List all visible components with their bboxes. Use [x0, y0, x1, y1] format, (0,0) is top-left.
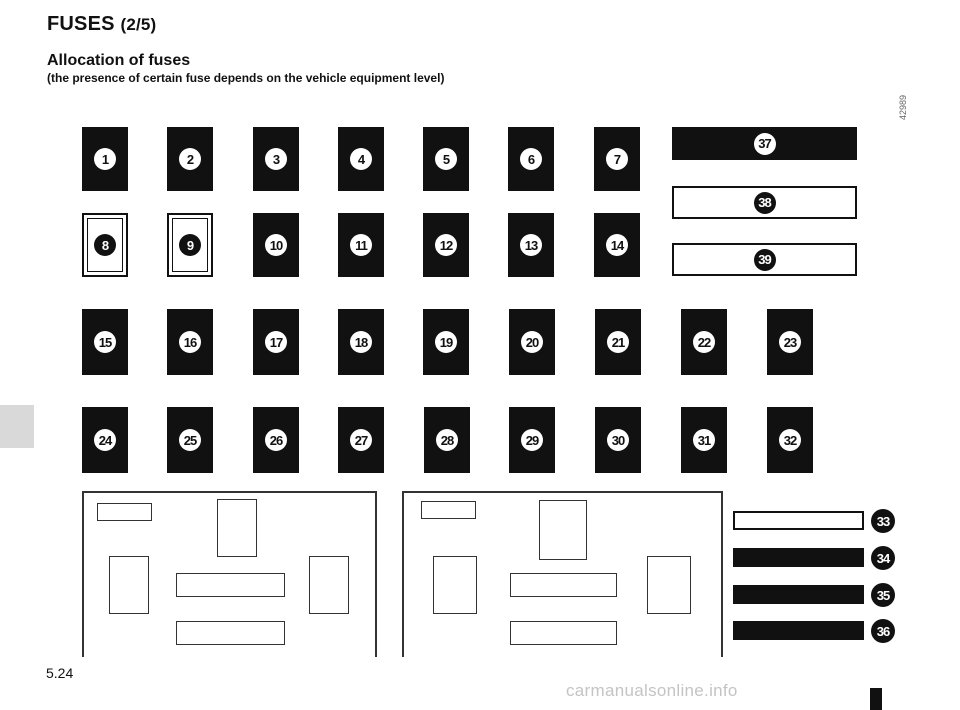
page-number: 5.24: [46, 665, 74, 681]
fuse-number: 6: [520, 148, 542, 170]
relay-slot: [176, 573, 285, 597]
fuse-5: [423, 127, 469, 191]
fuse-10: [253, 213, 299, 277]
fuse-number: 17: [265, 331, 287, 353]
relay-housing-left: [82, 491, 377, 657]
fuse-number: 1: [94, 148, 116, 170]
fuse-number: 2: [179, 148, 201, 170]
fuse-19: [423, 309, 469, 375]
fuse-number: 13: [520, 234, 542, 256]
fuse-number: 12: [435, 234, 457, 256]
fuse-number: 26: [265, 429, 287, 451]
relay-slot: [97, 503, 152, 521]
fuse-4: [338, 127, 384, 191]
fuse-25: [167, 407, 213, 473]
fuse-8: [82, 213, 128, 277]
relay-slot: [421, 501, 476, 519]
fuse-number: 30: [607, 429, 629, 451]
fuse-37: [672, 127, 857, 160]
fuse-26: [253, 407, 299, 473]
relay-slot: [647, 556, 691, 614]
fuse-number: 39: [754, 249, 776, 271]
fuse-27: [338, 407, 384, 473]
fuse-31: [681, 407, 727, 473]
fuse-16: [167, 309, 213, 375]
fuse-22: [681, 309, 727, 375]
relay-slot: [109, 556, 149, 614]
fuse-number: 20: [521, 331, 543, 353]
fuse-number: 22: [693, 331, 715, 353]
fuse-number: 16: [179, 331, 201, 353]
fuse-number: 19: [435, 331, 457, 353]
relay-slot: [309, 556, 349, 614]
fuse-number: 21: [607, 331, 629, 353]
fuse-number: 23: [779, 331, 801, 353]
fuse-32: [767, 407, 813, 473]
fuse-38: [672, 186, 857, 219]
fuse-number: 15: [94, 331, 116, 353]
fuse-number: 18: [350, 331, 372, 353]
fuse-3: [253, 127, 299, 191]
fuse-13: [508, 213, 554, 277]
relay-slot: [433, 556, 477, 614]
fuse-number: 9: [179, 234, 201, 256]
relay-slot: [176, 621, 285, 645]
section-subtitle: Allocation of fuses: [47, 52, 191, 69]
fuse-20: [509, 309, 555, 375]
reference-code: 42989: [898, 94, 908, 120]
fuse-36-label: 36: [871, 619, 895, 643]
fuse-number: 25: [179, 429, 201, 451]
fuse-34-label: 34: [871, 546, 895, 570]
fuse-number: 14: [606, 234, 628, 256]
fuse-36: [733, 621, 864, 640]
fuse-39: [672, 243, 857, 276]
fuse-14: [594, 213, 640, 277]
fuse-number: 7: [606, 148, 628, 170]
fuse-number: 4: [350, 148, 372, 170]
fuse-1: [82, 127, 128, 191]
fuse-number: 11: [350, 234, 372, 256]
fuse-18: [338, 309, 384, 375]
page-edge-marker: [870, 688, 882, 710]
fuse-34: [733, 548, 864, 567]
title-text: FUSES: [47, 13, 115, 35]
fuse-number: 38: [754, 192, 776, 214]
watermark: carmanualsonline.info: [566, 681, 738, 700]
fuse-number: 32: [779, 429, 801, 451]
fuse-15: [82, 309, 128, 375]
page-indicator: (2/5): [120, 15, 157, 34]
fuse-35: [733, 585, 864, 604]
chapter-tab: [0, 405, 34, 448]
fuse-29: [509, 407, 555, 473]
fuse-33-label: 33: [871, 509, 895, 533]
fuse-11: [338, 213, 384, 277]
fuse-6: [508, 127, 554, 191]
relay-slot: [217, 499, 257, 557]
relay-slot: [539, 500, 587, 560]
equipment-note: (the presence of certain fuse depends on the vehicle equipment level): [47, 71, 445, 85]
fuse-17: [253, 309, 299, 375]
relay-slot: [510, 573, 617, 597]
fuse-number: 31: [693, 429, 715, 451]
fuse-number: 27: [350, 429, 372, 451]
fuse-24: [82, 407, 128, 473]
fuse-number: 8: [94, 234, 116, 256]
fuse-7: [594, 127, 640, 191]
fuse-12: [423, 213, 469, 277]
relay-slot: [510, 621, 617, 645]
fuse-23: [767, 309, 813, 375]
fuse-number: 10: [265, 234, 287, 256]
fuse-9: [167, 213, 213, 277]
relay-housing-right: [402, 491, 723, 657]
fuse-21: [595, 309, 641, 375]
fuse-number: 24: [94, 429, 116, 451]
fuse-30: [595, 407, 641, 473]
fuse-28: [424, 407, 470, 473]
fuse-number: 3: [265, 148, 287, 170]
fuse-33: [733, 511, 864, 530]
page-title: [47, 13, 156, 36]
fuse-number: 37: [754, 133, 776, 155]
fuse-35-label: 35: [871, 583, 895, 607]
fuse-number: 5: [435, 148, 457, 170]
fuse-number: 28: [436, 429, 458, 451]
fuse-2: [167, 127, 213, 191]
fuse-number: 29: [521, 429, 543, 451]
